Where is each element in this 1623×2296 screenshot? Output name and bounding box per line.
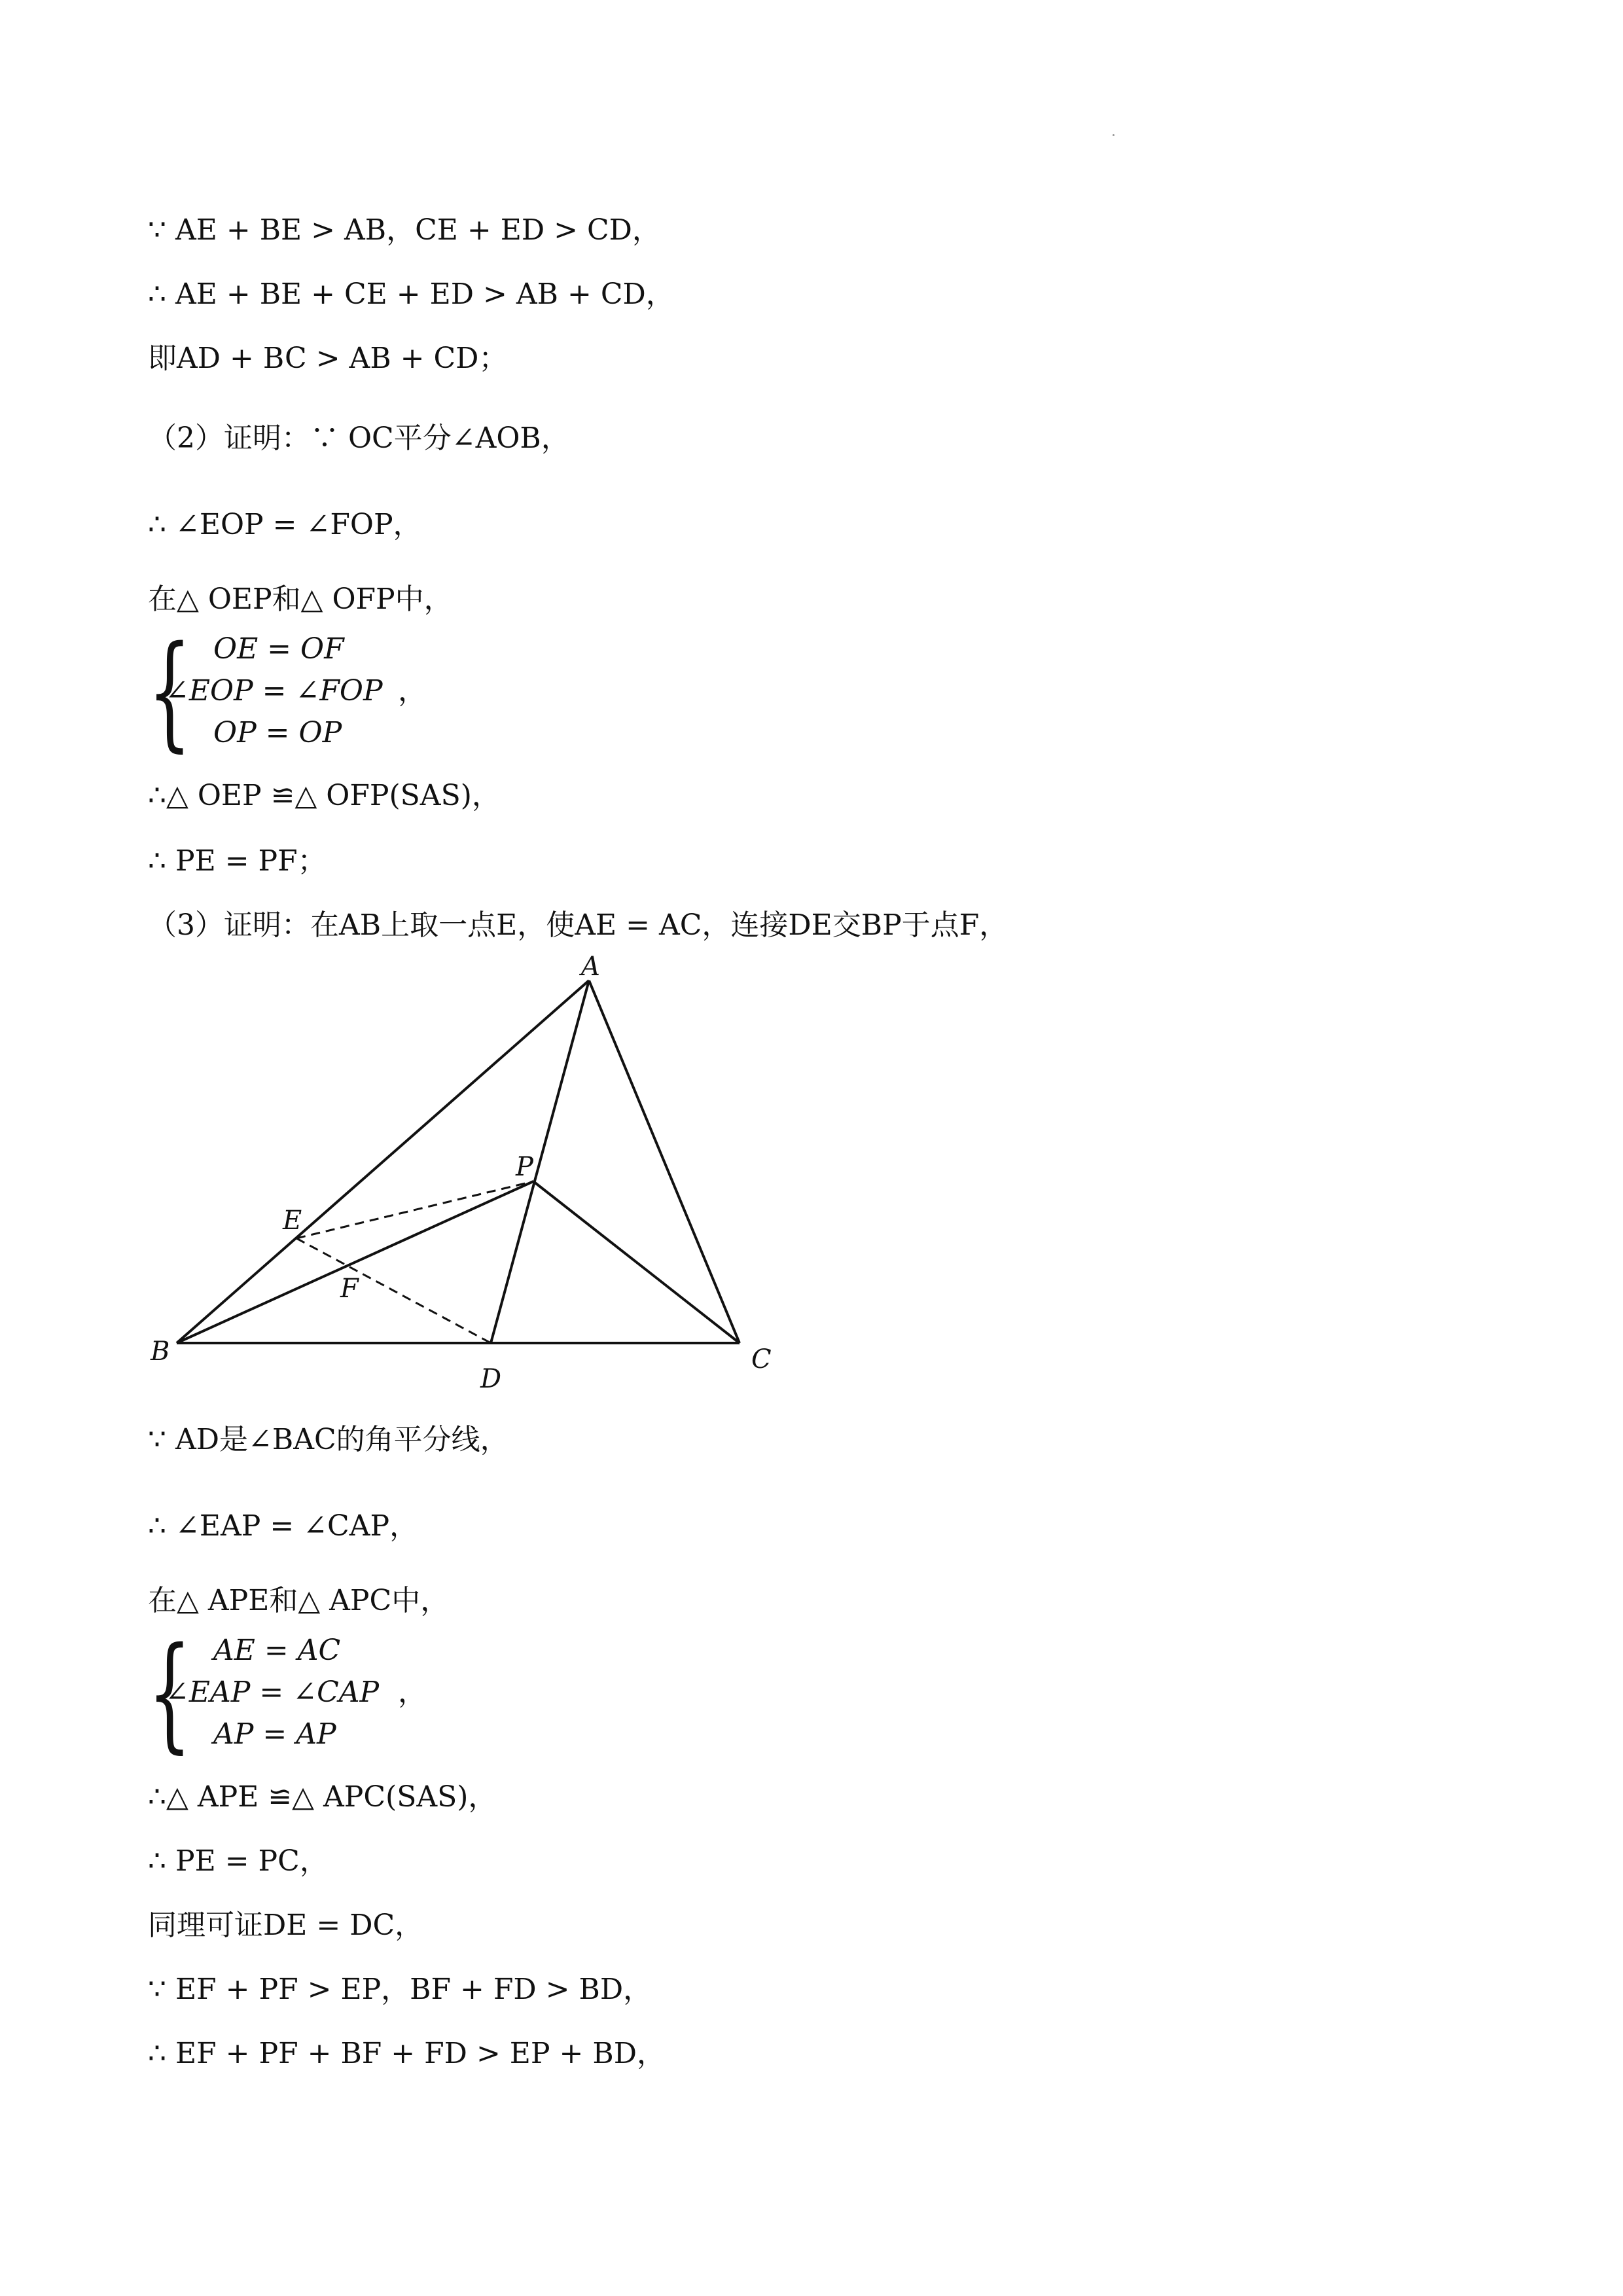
label-B: B [151, 1336, 170, 1367]
segment-EP-dashed [296, 1181, 533, 1238]
label-P: P [516, 1152, 533, 1182]
proof-line-7: ∴△ OEP ≌△ OFP(SAS)， [148, 779, 501, 812]
proof-line-11: ∴ ∠EAP = ∠CAP， [148, 1509, 419, 1543]
left-brace: { [148, 1621, 192, 1765]
segment-AD [491, 980, 589, 1343]
proof-line-6: 在△ OEP和△ OFP中， [148, 583, 453, 616]
proof-line-8: ∴ PE = PF； [148, 844, 327, 878]
segment-BP [177, 1181, 533, 1343]
system-2-comma: ， [398, 1676, 427, 1709]
proof-line-5: ∴ ∠EOP = ∠FOP， [148, 508, 422, 541]
system-2-row-1: AE = AC [213, 1634, 341, 1667]
proof-line-15: 同理可证DE = DC， [148, 1909, 424, 1942]
triangle-figure [144, 956, 798, 1401]
system-1-row-3: OP = OP [213, 716, 342, 749]
proof-line-3: 即AD + BC > AB + CD； [148, 342, 508, 375]
proof-line-14: ∴ PE = PC， [148, 1844, 329, 1878]
proof-line-13: ∴△ APE ≌△ APC(SAS)， [148, 1780, 497, 1814]
system-2-row-3: AP = AP [213, 1717, 336, 1751]
label-E: E [283, 1206, 302, 1236]
label-C: C [751, 1344, 772, 1374]
system-1-row-2: ∠EOP = ∠FOP [165, 674, 383, 708]
proof-line-12: 在△ APE和△ APC中， [148, 1584, 450, 1617]
proof-line-10: ∵ AD是∠BAC的角平分线， [148, 1423, 509, 1456]
equation-system-2 [148, 1621, 541, 1765]
proof-line-9: （3）证明：在AB上取一点E，使AE = AC，连接DE交BP于点F， [148, 908, 1008, 942]
left-brace: { [148, 619, 192, 764]
proof-line-17: ∴ EF + PF + BF + FD > EP + BD， [148, 2037, 666, 2070]
equation-system-1 [148, 619, 541, 764]
proof-line-2: ∴ AE + BE + CE + ED > AB + CD， [148, 278, 675, 311]
proof-line-16: ∵ EF + PF > EP，BF + FD > BD， [148, 1973, 652, 2006]
page-speck [1113, 134, 1115, 136]
segment-AC [589, 980, 740, 1343]
segment-PC [533, 1181, 740, 1343]
system-1-row-1: OE = OF [213, 632, 344, 666]
system-1-comma: ， [398, 674, 427, 708]
label-F: F [340, 1274, 359, 1304]
label-D: D [480, 1364, 502, 1394]
proof-line-4: （2）证明：∵ OC平分∠AOB， [148, 422, 570, 455]
segment-ED-dashed [296, 1238, 491, 1343]
proof-line-1: ∵ AE + BE > AB，CE + ED > CD， [148, 213, 661, 247]
system-2-row-2: ∠EAP = ∠CAP [165, 1676, 380, 1709]
label-A: A [581, 956, 600, 982]
